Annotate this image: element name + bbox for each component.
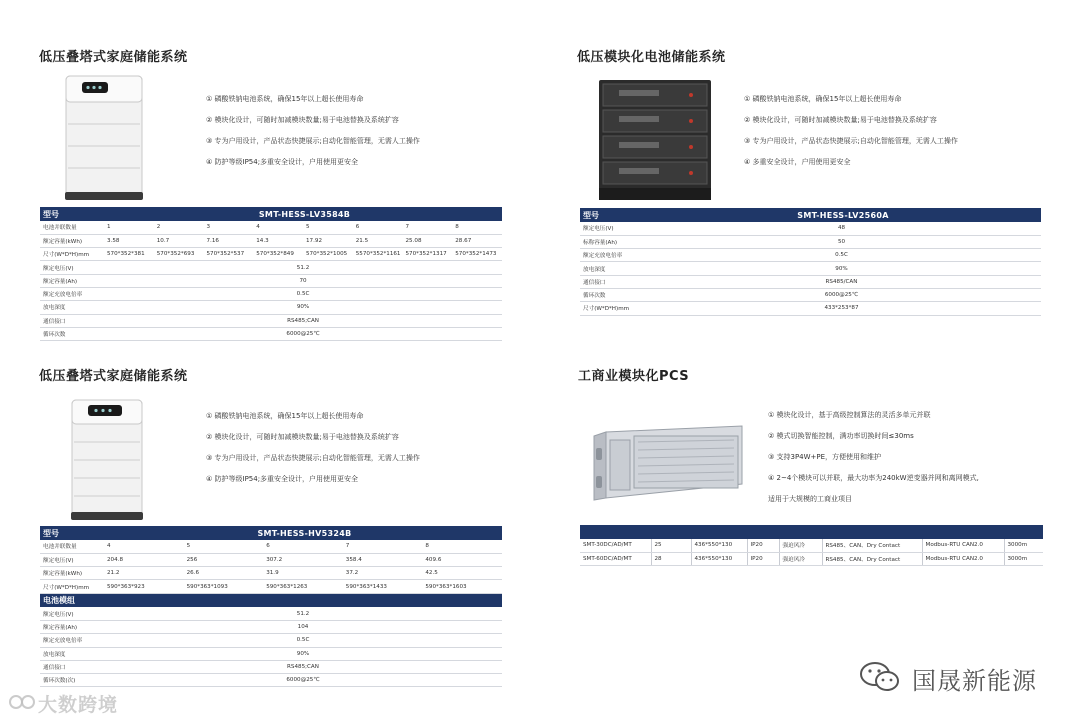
row-label: 额定电压(V) <box>580 222 642 235</box>
table-row <box>40 634 502 647</box>
row-label: 额定充放电倍率 <box>580 249 642 262</box>
watermark-right: 国晟新能源 <box>912 667 1037 695</box>
cell: 590*363*1263 <box>263 580 343 593</box>
cell: 37.2 <box>343 567 423 580</box>
cell: 0.5C <box>104 634 502 647</box>
cell: 570*352*381 <box>104 248 154 261</box>
section-title-pcs: 工商业模块化PCS <box>578 369 690 384</box>
table-row <box>580 235 1041 248</box>
cell: 590*363*923 <box>104 580 184 593</box>
cell: 50 <box>642 235 1041 248</box>
row-label: 电池并联数量 <box>40 221 104 234</box>
feature-item: ③ 专为户用设计，产品状态快捷展示;自动化智能管理，无需人工操作 <box>744 137 958 145</box>
cell: IP20 <box>747 539 779 552</box>
pcs-cabinet-image <box>592 422 744 512</box>
table-row <box>580 275 1041 288</box>
table-row <box>40 301 502 314</box>
cell: 570*352*1317 <box>403 248 453 261</box>
wechat-icon <box>858 659 902 695</box>
cell: 42.5 <box>422 567 502 580</box>
section-title-lv3584b: 低压叠塔式家庭储能系统 <box>39 50 188 65</box>
model-name: SMT-HESS-LV2560A <box>642 208 1041 222</box>
cell: 51.2 <box>104 261 502 274</box>
feature-item: ① 磷酸铁钠电池系统，确保15年以上超长使用寿命 <box>744 95 902 103</box>
cell: 7.16 <box>204 234 254 247</box>
cell: RS485、CAN、Dry Contact <box>822 539 922 552</box>
table-row <box>40 287 502 300</box>
cell: RS485;CAN <box>104 314 502 327</box>
table-row <box>40 234 502 247</box>
cell: 10.7 <box>154 234 204 247</box>
feature-item: ② 模式切换智能控制，满功率切换时间≤30ms <box>768 432 914 440</box>
row-label: 额定容量(kWh) <box>40 234 104 247</box>
row-label: 尺寸(W*D*H)mm <box>580 302 642 315</box>
table-row <box>40 660 502 673</box>
table-row <box>40 607 502 620</box>
feature-item: ④ 2~4个模块可以并联，最大功率为240kW逆变器并网和离网模式, <box>768 474 979 482</box>
feature-item: 适用于大规模的工商业项目 <box>768 495 852 503</box>
row-label: 额定电压(V) <box>40 553 104 566</box>
cell: 590*363*1433 <box>343 580 423 593</box>
cell: RS485、CAN、Dry Contact <box>822 552 922 565</box>
cell: 3000m <box>1004 552 1043 565</box>
feature-item: ③ 支持3P4W+PE，方便使用和维护 <box>768 453 882 461</box>
table-row <box>40 261 502 274</box>
row-label: 额定充放电倍率 <box>40 634 104 647</box>
spec-table-lv2560a <box>580 208 1041 316</box>
row-label: 放电深度 <box>580 262 642 275</box>
feature-list-hv5324b <box>206 411 420 495</box>
cell: 48 <box>642 222 1041 235</box>
feature-item: ④ 防护等级IP54;多重安全设计，户用使用更安全 <box>206 475 359 483</box>
spec-table-lv3584b <box>40 207 502 341</box>
table-row <box>40 620 502 633</box>
cell: 3.58 <box>104 234 154 247</box>
feature-item: ① 模块化设计，基于高级控制算法的灵活多单元并联 <box>768 411 931 419</box>
cell: 2 <box>154 221 204 234</box>
cell: 570*352*1473 <box>452 248 502 261</box>
feature-list-lv3584b <box>206 94 420 178</box>
row-label: 额定容量(Ah) <box>40 620 104 633</box>
table-row <box>40 553 502 566</box>
cell: 25.08 <box>403 234 453 247</box>
spec-table-pcs <box>580 525 1043 566</box>
table-row <box>40 274 502 287</box>
cell: 256 <box>184 553 264 566</box>
feature-item: ③ 专为户用设计，产品状态快捷展示;自动化智能管理，无需人工操作 <box>206 137 420 145</box>
cell: 90% <box>642 262 1041 275</box>
feature-item: ④ 防护等级IP54;多重安全设计，户用使用更安全 <box>206 158 359 166</box>
row-label: 循环次数(次) <box>40 674 104 687</box>
table-row <box>580 222 1041 235</box>
row-label: 通信接口 <box>40 660 104 673</box>
cell: 6000@25℃ <box>104 674 502 687</box>
cell: 90% <box>104 647 502 660</box>
cell: 570*352*849 <box>253 248 303 261</box>
cell: 436*550*130 <box>691 552 747 565</box>
feature-item: ② 模块化设计，可随时加减模块数量;易于电池替换及系统扩容 <box>206 433 399 441</box>
cell: IP20 <box>747 552 779 565</box>
cell: 6 <box>263 540 343 553</box>
row-label: 额定充放电倍率 <box>40 287 104 300</box>
cell: 3000m <box>1004 539 1043 552</box>
cell: 6 <box>353 221 403 234</box>
cell: 570*352*693 <box>154 248 204 261</box>
table-section-row <box>40 593 502 607</box>
section-label: 电池模组 <box>40 593 502 607</box>
cell: 28.67 <box>452 234 502 247</box>
cell: 7 <box>403 221 453 234</box>
cell: 4 <box>253 221 303 234</box>
cell: 70 <box>104 274 502 287</box>
stacked-battery-image-lv <box>64 74 144 206</box>
feature-item: ② 模块化设计，可随时加减模块数量;易于电池替换及系统扩容 <box>206 116 399 124</box>
stacked-battery-image-hv <box>70 398 144 526</box>
table-row <box>40 647 502 660</box>
row-label: 尺寸(W*D*H)mm <box>40 248 104 261</box>
cell: RS485;CAN <box>104 660 502 673</box>
cell: 21.2 <box>104 567 184 580</box>
table-header-label: 型号 <box>40 207 104 221</box>
row-label: 尺寸(W*D*H)mm <box>40 580 104 593</box>
row-label: 通信接口 <box>40 314 104 327</box>
cell: 104 <box>104 620 502 633</box>
row-label: 放电深度 <box>40 301 104 314</box>
row-label: 电池并联数量 <box>40 540 104 553</box>
cell: RS485/CAN <box>642 275 1041 288</box>
section-title-lv2560a: 低压模块化电池储能系统 <box>577 50 726 65</box>
table-row <box>580 288 1041 301</box>
feature-list-lv2560a <box>744 94 958 178</box>
cell: 436*550*130 <box>691 539 747 552</box>
table-row <box>40 314 502 327</box>
cell: 5 <box>184 540 264 553</box>
cell: SMT-30DC/AD/MT <box>580 539 651 552</box>
feature-item: ② 模块化设计，可随时加减模块数量;易于电池替换及系统扩容 <box>744 116 937 124</box>
feature-item: ④ 多重安全设计，户用使用更安全 <box>744 158 851 166</box>
cell: 590*363*1603 <box>422 580 502 593</box>
model-name: SMT-HESS-HV5324B <box>104 526 502 540</box>
row-label: 标称容量(Ah) <box>580 235 642 248</box>
table-row <box>40 540 502 553</box>
model-name: SMT-HESS-LV3584B <box>104 207 502 221</box>
cell: 3 <box>204 221 254 234</box>
table-header-label: 型号 <box>40 526 104 540</box>
table-row <box>580 302 1041 315</box>
table-row <box>40 248 502 261</box>
cell: 31.9 <box>263 567 343 580</box>
row-label: 额定容量(Ah) <box>40 274 104 287</box>
cell: Modbus-RTU CAN2.0 <box>922 539 1004 552</box>
table-header-label: 型号 <box>580 208 642 222</box>
cell: Modbus-RTU CAN2.0 <box>922 552 1004 565</box>
cell: 0.5C <box>642 249 1041 262</box>
table-row <box>580 249 1041 262</box>
cell: 433*253*87 <box>642 302 1041 315</box>
row-label: 循环次数 <box>40 327 104 340</box>
table-row <box>40 567 502 580</box>
cell: 4 <box>104 540 184 553</box>
cell: SMT-60DC/AD/MT <box>580 552 651 565</box>
cell: 28 <box>651 552 691 565</box>
section-title-hv5324b: 低压叠塔式家庭储能系统 <box>39 369 188 384</box>
cell: 25 <box>651 539 691 552</box>
feature-item: ③ 专为户用设计，产品状态快捷展示;自动化智能管理，无需人工操作 <box>206 454 420 462</box>
cell: 1 <box>104 221 154 234</box>
cell: 6000@25℃ <box>642 288 1041 301</box>
table-row <box>580 539 1043 552</box>
table-row <box>40 327 502 340</box>
cell: 21.5 <box>353 234 403 247</box>
table-row <box>40 674 502 687</box>
cell: 0.5C <box>104 287 502 300</box>
cell: 570*352*537 <box>204 248 254 261</box>
cell: 6000@25℃ <box>104 327 502 340</box>
feature-list-pcs <box>768 410 979 515</box>
cell: 307.2 <box>263 553 343 566</box>
rack-battery-image <box>597 78 713 206</box>
watermark-logo-icon <box>8 691 38 713</box>
feature-item: ① 磷酸铁钠电池系统，确保15年以上超长使用寿命 <box>206 412 364 420</box>
cell: 17.92 <box>303 234 353 247</box>
cell: 8 <box>452 221 502 234</box>
row-label: 循环次数 <box>580 288 642 301</box>
feature-item: ① 磷酸铁钠电池系统，确保15年以上超长使用寿命 <box>206 95 364 103</box>
row-label: 额定电压(V) <box>40 261 104 274</box>
cell: 51.2 <box>104 607 502 620</box>
cell: 409.6 <box>422 553 502 566</box>
table-row <box>40 221 502 234</box>
cell: 5 <box>303 221 353 234</box>
table-header-bar <box>580 525 1043 539</box>
cell: 570*352*1005 <box>303 248 353 261</box>
row-label: 额定容量(kWh) <box>40 567 104 580</box>
watermark-left: 大数跨境 <box>38 694 119 716</box>
table-row <box>580 262 1041 275</box>
cell: 强迫风冷 <box>779 539 822 552</box>
cell: 14.3 <box>253 234 303 247</box>
cell: 90% <box>104 301 502 314</box>
cell: 7 <box>343 540 423 553</box>
cell: 强迫风冷 <box>779 552 822 565</box>
table-row <box>40 580 502 593</box>
row-label: 放电深度 <box>40 647 104 660</box>
cell: 5570*352*1161 <box>353 248 403 261</box>
row-label: 额定电压(V) <box>40 607 104 620</box>
cell: 358.4 <box>343 553 423 566</box>
cell: 26.6 <box>184 567 264 580</box>
row-label: 通信接口 <box>580 275 642 288</box>
cell: 590*363*1093 <box>184 580 264 593</box>
cell: 204.8 <box>104 553 184 566</box>
table-row <box>580 552 1043 565</box>
cell: 8 <box>422 540 502 553</box>
spec-table-hv5324b <box>40 526 502 687</box>
